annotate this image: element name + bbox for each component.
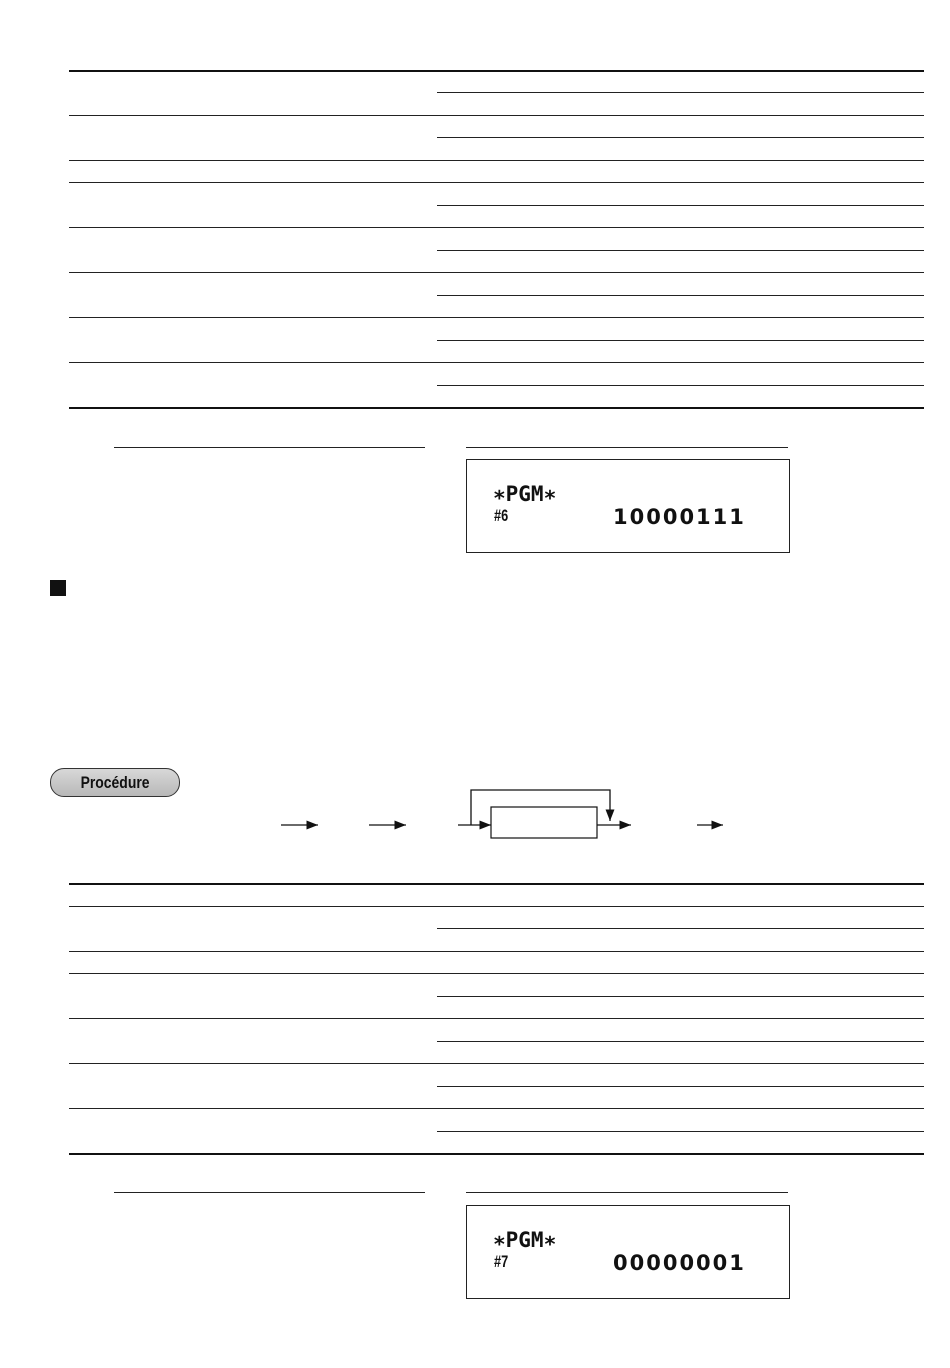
table-row-rule [437,295,924,296]
table-row-rule [437,1086,924,1087]
table-top-rule [69,70,924,72]
table-row-rule [69,227,924,228]
table-row-rule [69,362,924,363]
print-header-rule [466,1192,788,1193]
example-header-rule [114,1192,425,1193]
table-row-rule [69,906,924,907]
table-row-rule [437,92,924,93]
receipt-printout-1 [466,459,790,553]
receipt-program-code: #7 [494,1252,509,1271]
table-bottom-rule [69,1153,924,1155]
receipt-program-value: 10000111 [613,505,746,529]
procedure-label: Procédure [80,772,150,792]
receipt-program-value: 00000001 [613,1251,746,1275]
receipt-title: ∗PGM∗ [493,482,557,506]
table-row-rule [69,1063,924,1064]
table-row-rule [69,272,924,273]
table-row-rule [437,205,924,206]
table-top-rule [69,883,924,885]
table-row-rule [69,182,924,183]
procedure-flow-diagram [0,785,950,845]
print-header-rule [466,447,788,448]
table-row-rule [69,115,924,116]
table-bottom-rule [69,407,924,409]
section-bullet-icon [50,580,66,596]
receipt-title: ∗PGM∗ [493,1228,557,1252]
table-row-rule [69,1108,924,1109]
table-row-rule [437,928,924,929]
table-row-rule [437,250,924,251]
table-row-rule [437,340,924,341]
table-row-rule [437,996,924,997]
flow-input-box [491,807,597,838]
receipt-printout-2 [466,1205,790,1299]
table-row-rule [69,317,924,318]
example-header-rule [114,447,425,448]
table-row-rule [437,1131,924,1132]
table-row-rule [437,385,924,386]
table-row-rule [69,951,924,952]
table-row-rule [69,973,924,974]
table-row-rule [437,137,924,138]
table-row-rule [437,1041,924,1042]
receipt-program-code: #6 [494,506,509,525]
table-row-rule [69,160,924,161]
table-row-rule [69,1018,924,1019]
